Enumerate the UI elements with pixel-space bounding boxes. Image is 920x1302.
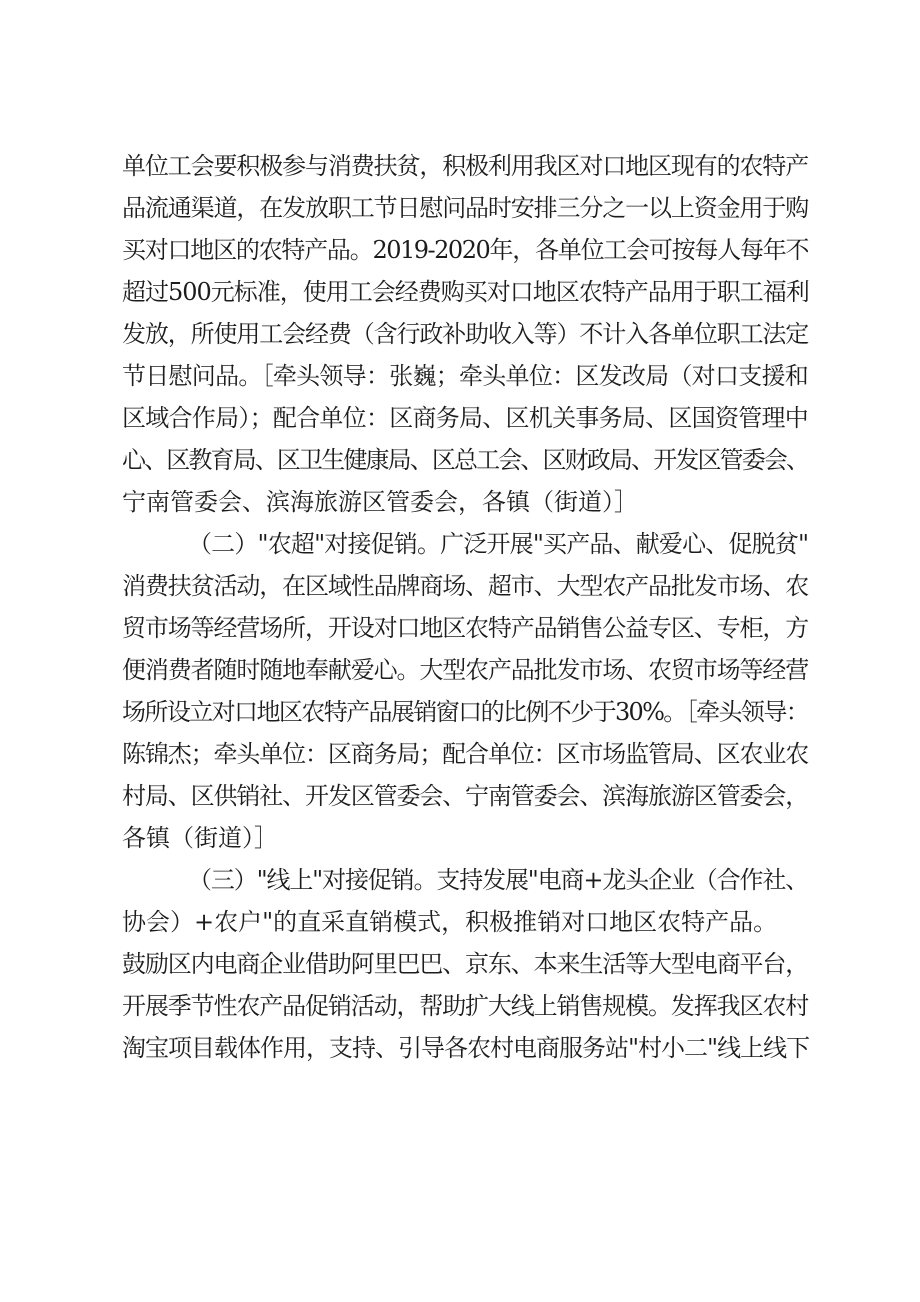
paragraph-heading-line: （二）"农超"对接促销。广泛开展"买产品、献爱心、促脱贫" bbox=[188, 530, 808, 558]
text-line: 鼓励区内电商企业借助阿里巴巴、京东、本来生活等大型电商平台， bbox=[122, 950, 808, 978]
text-line: 心、区教育局、区卫生健康局、区总工会、区财政局、开发区管委会、 bbox=[122, 446, 808, 474]
text-line: 协会）+农户"的直采直销模式，积极推销对口地区农特产品。 bbox=[122, 908, 778, 936]
paragraph-heading-line: （三）"线上"对接促销。支持发展"电商+龙头企业（合作社、 bbox=[188, 866, 808, 894]
text-line: 场所设立对口地区农特产品展销窗口的比例不少于30%。［牵头领导： bbox=[122, 698, 808, 726]
text-line: 发放，所使用工会经费（含行政补助收入等）不计入各单位职工法定 bbox=[122, 320, 808, 348]
text-line: 超过500元标准，使用工会经费购买对口地区农特产品用于职工福利 bbox=[122, 278, 809, 306]
text-line: 品流通渠道，在发放职工节日慰问品时安排三分之一以上资金用于购 bbox=[122, 194, 808, 222]
text-line: 贸市场等经营场所，开设对口地区农特产品销售公益专区、专柜，方 bbox=[122, 614, 808, 642]
text-line: 宁南管委会、滨海旅游区管委会，各镇（街道）］ bbox=[122, 488, 638, 516]
text-line: 区域合作局）；配合单位：区商务局、区机关事务局、区国资管理中 bbox=[122, 404, 808, 432]
text-line: 淘宝项目载体作用，支持、引导各农村电商服务站"村小二"线上线下 bbox=[122, 1034, 810, 1062]
text-line: 开展季节性农产品促销活动，帮助扩大线上销售规模。发挥我区农村 bbox=[122, 992, 808, 1020]
text-line: 陈锦杰；牵头单位：区商务局；配合单位：区市场监管局、区农业农 bbox=[122, 740, 808, 768]
text-line: 消费扶贫活动，在区域性品牌商场、超市、大型农产品批发市场、农 bbox=[122, 572, 808, 600]
text-line: 便消费者随时随地奉献爱心。大型农产品批发市场、农贸市场等经营 bbox=[122, 656, 808, 684]
text-line: 单位工会要积极参与消费扶贫，积极利用我区对口地区现有的农特产 bbox=[122, 152, 808, 180]
text-line: 各镇（街道）］ bbox=[122, 824, 278, 852]
text-line: 村局、区供销社、开发区管委会、宁南管委会、滨海旅游区管委会， bbox=[122, 782, 808, 810]
document-body bbox=[122, 145, 808, 1069]
text-line: 买对口地区的农特产品。2019-2020年，各单位工会可按每人每年不 bbox=[122, 236, 808, 264]
text-line: 节日慰问品。［牵头领导：张巍；牵头单位：区发改局（对口支援和 bbox=[122, 362, 808, 390]
